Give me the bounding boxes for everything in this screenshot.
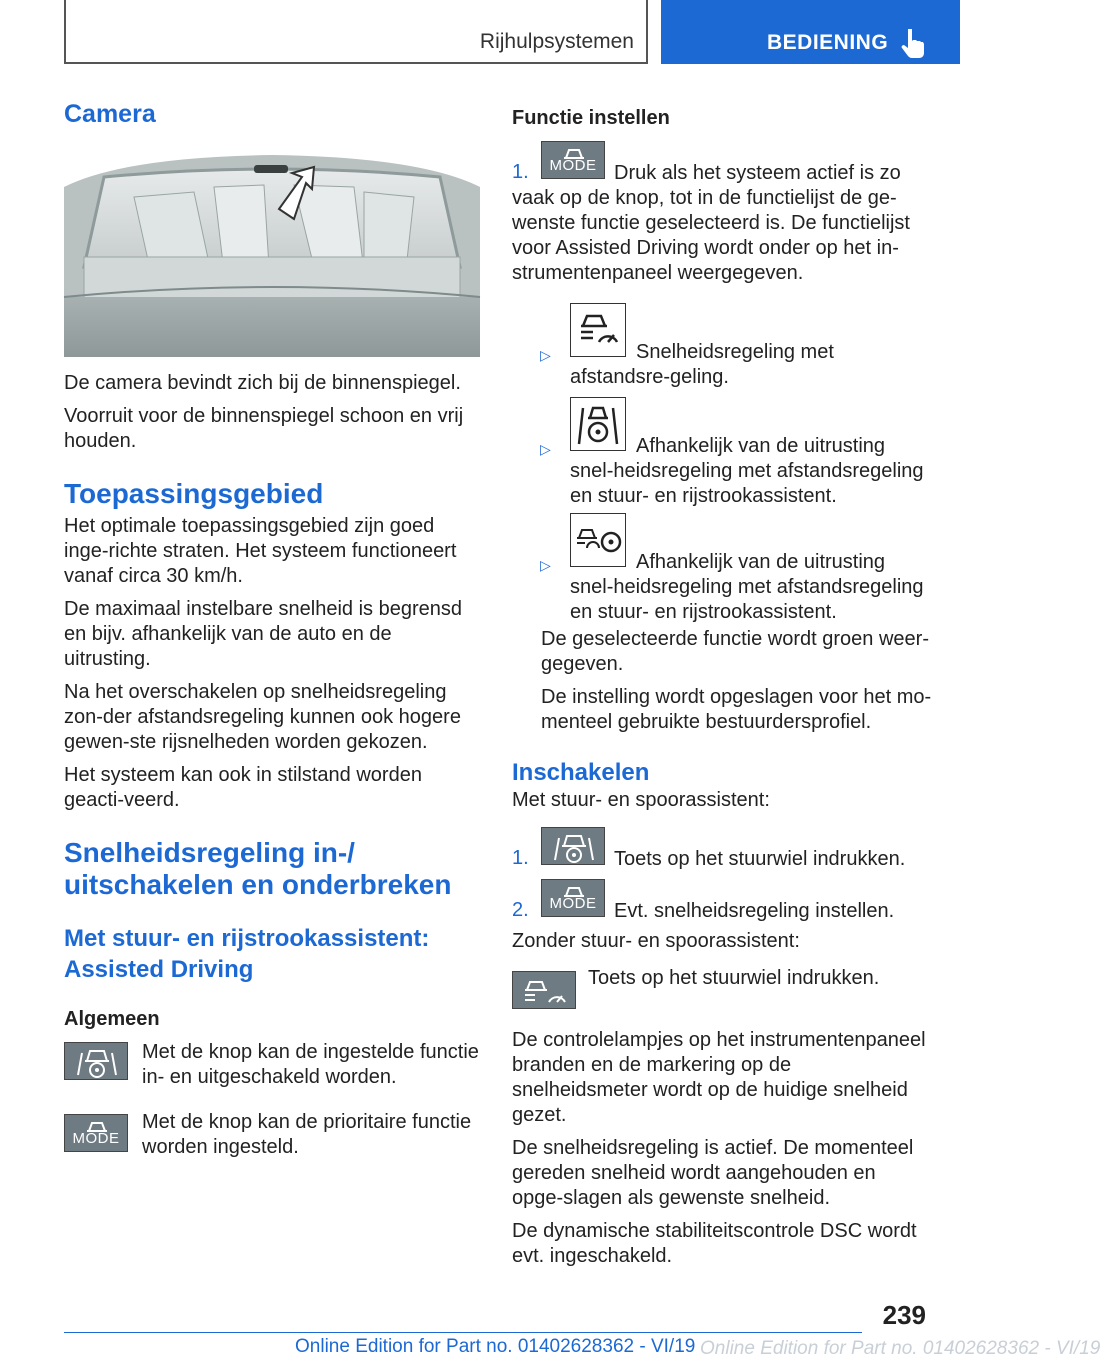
option-1-bullet: ▷ [540, 347, 551, 363]
on-step-2-number: 2. [512, 899, 529, 921]
scope-heading: Toepassingsgebied [64, 478, 324, 509]
scope-paragraph-4: Het systeem kan ook in stilstand worden geacti‐veerd. [64, 764, 422, 811]
option-1-text: Snelheidsregeling met afstandsre‐geling. [570, 341, 834, 388]
general-item-2 [64, 1110, 480, 1166]
on-step-2 [512, 879, 932, 929]
result-paragraph-3: De dynamische stabiliteitscontrole DSC wordt evt. ingeschakeld. [512, 1220, 917, 1267]
scope-paragraph-1: Het optimale toepassingsgebied zijn goed inge‐richte straten. Het systeem functioneert vanaf circa 30 km/h. [64, 515, 457, 587]
camera-location-photo [64, 147, 480, 357]
without-assist-step [512, 966, 932, 1028]
scope-paragraph-2: De maximaal instelbare snelheid is begrensd en bijv. afhankelijk van de auto en de uitrusting. [64, 598, 462, 670]
option-2 [512, 397, 932, 507]
after-paragraph-1: De geselecteerde functie wordt groen weer‐gegeven. [541, 628, 929, 675]
mode-button-icon [541, 879, 605, 917]
result-paragraph-2: De snelheidsregeling is actief. De momenteel gereden snelheid wordt aangehouden en opge‐slagen als gewenste snelheid. [512, 1137, 914, 1209]
switch-heading-line-2: uitschakelen en onderbreken [64, 869, 452, 900]
general-text-1: Met de knop kan de ingestelde functie in- en uitgeschakeld worden. [142, 1041, 479, 1088]
distance-control-button-icon [512, 971, 576, 1009]
option-3 [512, 513, 932, 623]
page-number: 239 [882, 1300, 926, 1330]
assist-steering-button-icon [64, 1042, 128, 1080]
camera-paragraph-1: De camera bevindt zich bij de binnenspiegel. [64, 372, 461, 394]
hand-pointer-icon [897, 26, 929, 58]
step-1-text: Druk als het systeem actief is zo vaak op de knop, tot in de functielijst de ge‐wenste functie geselecteerd is. De functielijst voor Assisted Driving wordt onder op het in‐strumentenpaneel weergegeven. [512, 162, 910, 284]
general-item-1 [64, 1040, 480, 1104]
mode-label: MODE [549, 895, 597, 912]
after-paragraph-2: De instelling wordt opgeslagen voor het mo‐menteel gebruikte bestuurdersprofiel. [541, 686, 932, 733]
chapter-title: BEDIENING [767, 31, 889, 54]
assist-heading-line-2: Assisted Driving [64, 956, 254, 983]
set-function-heading: Functie instellen [512, 107, 670, 129]
assist-steering-button-icon [541, 827, 605, 865]
without-assist-label: Zonder stuur- en spoorassistent: [512, 930, 800, 952]
left-column [64, 96, 480, 1166]
header-section-box [64, 0, 648, 64]
option-1 [512, 303, 932, 388]
switch-on-heading: Inschakelen [512, 759, 650, 786]
step-1-number: 1. [512, 161, 529, 183]
footer-rule [64, 1332, 862, 1333]
mode-button-icon [64, 1114, 128, 1152]
edition-line: Online Edition for Part no. 01402628362 - VI/19 [295, 1336, 696, 1357]
general-heading: Algemeen [64, 1008, 160, 1030]
on-step-1-text: Toets op het stuurwiel indrukken. [614, 848, 906, 870]
option-2-text: Afhankelijk van de uitrusting snel‐heidsregeling met afstandsregeling en stuur- en rijstrookassistent. [570, 435, 924, 507]
result-paragraph-1: De controlelampjes op het instrumentenpaneel branden en de markering op de snelheidsmeter wordt op de huidige snelheid gezet. [512, 1029, 926, 1126]
option-3-bullet: ▷ [540, 557, 551, 573]
right-column [512, 96, 932, 1269]
section-title: Rijhulpsystemen [479, 30, 634, 53]
watermark-text: Online Edition for Part no. 01402628362 - VI/19 [700, 1338, 1100, 1359]
option-2-bullet: ▷ [540, 441, 551, 457]
on-step-1-number: 1. [512, 847, 529, 869]
general-text-2: Met de knop kan de prioritaire functie worden ingesteld. [142, 1111, 472, 1158]
with-assist-label: Met stuur- en spoorassistent: [512, 789, 770, 811]
on-step-1 [512, 827, 932, 879]
camera-paragraph-2: Voorruit voor de binnenspiegel schoon en vrij houden. [64, 405, 464, 452]
without-assist-text: Toets op het stuurwiel indrukken. [588, 967, 880, 989]
on-step-2-text: Evt. snelheidsregeling instellen. [614, 900, 895, 922]
header-chapter-tab [661, 0, 960, 64]
mode-label: MODE [549, 157, 597, 174]
step-1 [512, 141, 932, 291]
camera-heading: Camera [64, 100, 156, 128]
option-3-text: Afhankelijk van de uitrusting snel‐heidsregeling met afstandsregeling en stuur- en rijstrookassistent. [570, 551, 924, 623]
mode-label: MODE [72, 1130, 120, 1147]
switch-heading-line-1: Snelheidsregeling in-/ [64, 837, 355, 868]
scope-paragraph-3: Na het overschakelen op snelheidsregeling zon‐der afstandsregeling kunnen ook hogere gewen‐ste rijsnelheden worden gekozen. [64, 681, 461, 753]
assist-heading-line-1: Met stuur- en rijstrookassistent: [64, 925, 430, 952]
